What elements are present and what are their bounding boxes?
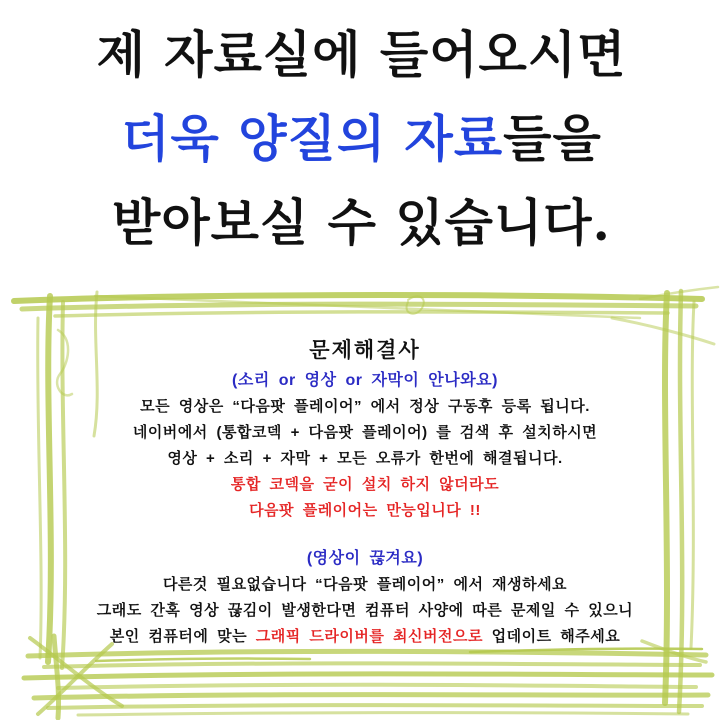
section2-line3-prefix: 본인 컴퓨터에 맞는 [109, 628, 256, 645]
section1-heading: (소리 or 영상 or 자막이 안나와요) [232, 372, 498, 389]
headline-line-1: 제 자료실에 들어오시면 [96, 25, 627, 84]
headline-line-2-rest: 들을 [503, 109, 602, 168]
headline-line-3: 받아보실 수 있습니다. [112, 193, 611, 252]
section2-line-mixed [85, 624, 645, 650]
troubleshooter-box [85, 338, 645, 650]
headline-line-2 [0, 97, 723, 181]
section1-warning-line: 통합 코덱을 굳이 설치 하지 않더라도 [230, 476, 500, 493]
section2-line: 그래도 간혹 영상 끊김이 발생한다면 컴퓨터 사양에 따른 문제일 수 있으니 [96, 602, 634, 619]
section2-line: 다른것 필요없습니다 “다음팟 플레이어” 에서 재생하세요 [162, 576, 568, 593]
section2-line3-highlight: 그래픽 드라이버를 최신버전으로 [255, 628, 483, 645]
troubleshooter-title: 문제해결사 [309, 339, 421, 362]
section1-line: 모든 영상은 “다음팟 플레이어” 에서 정상 구동후 등록 됩니다. [140, 398, 590, 415]
section1-warning-line: 다음팟 플레이어는 만능입니다 !! [249, 502, 481, 519]
section1-line: 네이버에서 (통합코덱 + 다음팟 플레이어) 를 검색 후 설치하시면 [132, 424, 598, 441]
section2-heading: (영상이 끊겨요) [306, 550, 424, 567]
headline [0, 0, 723, 265]
headline-line-2-highlight: 더욱 양질의 자료 [121, 109, 504, 168]
section1-line: 영상 + 소리 + 자막 + 모든 오류가 한번에 해결됩니다. [167, 450, 563, 467]
section2-line3-suffix: 업데이트 해주세요 [482, 628, 621, 645]
